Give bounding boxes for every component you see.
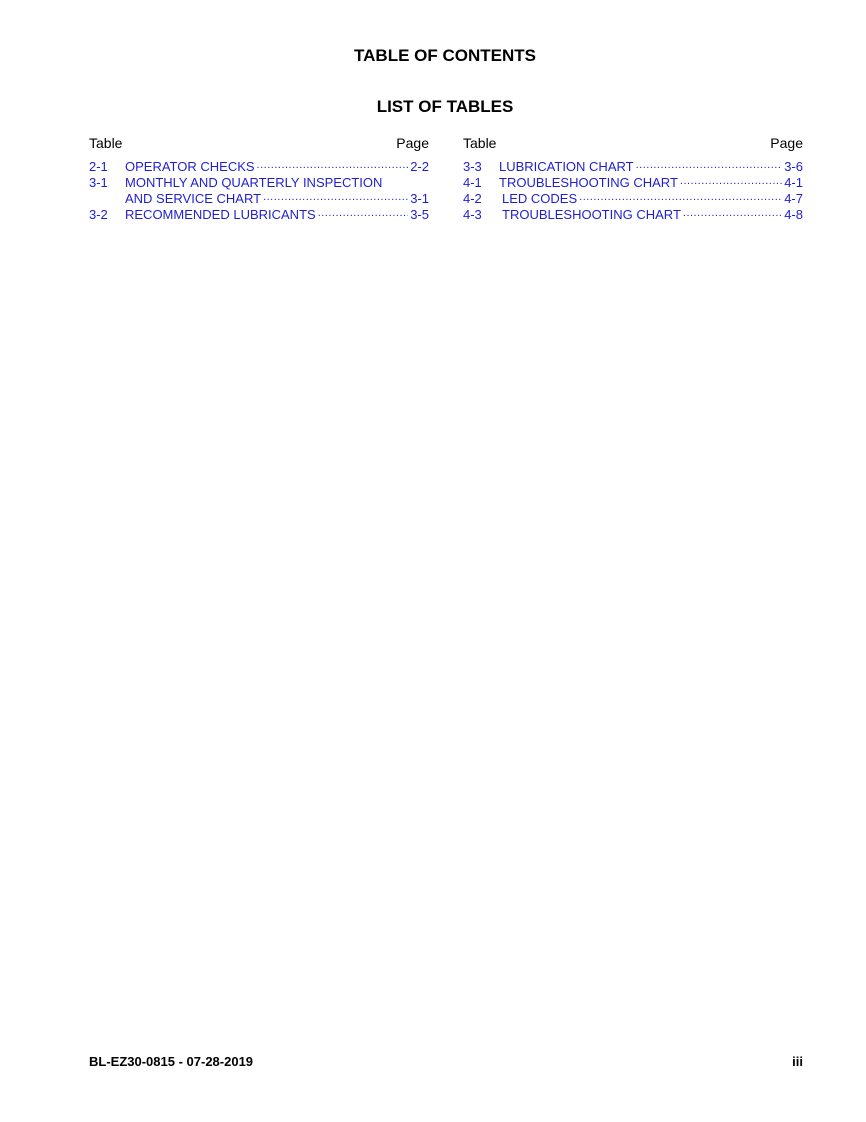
toc-entry-list <box>463 159 803 223</box>
table-number: 3-3 <box>463 159 482 174</box>
table-number: 3-2 <box>89 207 108 222</box>
dot-leader <box>318 207 409 219</box>
dot-leader <box>683 207 782 219</box>
page-ref: 4-8 <box>784 207 803 222</box>
table-title: OPERATOR CHECKS <box>125 159 255 174</box>
toc-title: TABLE OF CONTENTS <box>354 46 536 65</box>
table-column-label: Table <box>89 135 123 151</box>
page-ref: 4-7 <box>784 191 803 206</box>
table-title: RECOMMENDED LUBRICANTS <box>125 207 316 222</box>
toc-entry-3-2[interactable] <box>89 207 429 223</box>
table-number: 4-3 <box>463 207 482 222</box>
toc-entry-4-3[interactable] <box>463 207 803 223</box>
page-column-label: Page <box>396 135 429 151</box>
dot-leader <box>263 191 408 203</box>
toc-entry-2-1[interactable] <box>89 159 429 175</box>
tables-column-left <box>89 135 429 223</box>
table-title: LED CODES <box>502 191 578 206</box>
dot-leader <box>680 175 782 187</box>
table-title-continued: AND SERVICE CHART <box>125 191 262 206</box>
dot-leader <box>636 159 783 171</box>
page-ref: 4-1 <box>784 175 803 190</box>
table-column-label: Table <box>463 135 497 151</box>
tables-column-right <box>463 135 803 223</box>
table-title: TROUBLESHOOTING CHART <box>499 175 678 190</box>
table-title: LUBRICATION CHART <box>499 159 634 174</box>
toc-entry-4-2[interactable] <box>463 191 803 207</box>
footer-document-id: BL-EZ30-0815 - 07-28-2019 <box>89 1054 254 1069</box>
toc-entry-3-1[interactable] <box>89 175 429 207</box>
dot-leader <box>257 159 409 171</box>
toc-entry-list <box>89 159 429 223</box>
list-of-tables-title: LIST OF TABLES <box>376 97 514 116</box>
page-ref: 3-5 <box>410 207 429 222</box>
table-number: 2-1 <box>89 159 108 174</box>
footer-page-number: iii <box>792 1054 803 1069</box>
page-ref: 2-2 <box>410 159 429 174</box>
table-number: 3-1 <box>89 175 108 190</box>
table-number: 4-1 <box>463 175 482 190</box>
dot-leader <box>579 191 782 203</box>
table-number: 4-2 <box>463 191 482 206</box>
page-ref: 3-1 <box>410 191 429 206</box>
toc-entry-4-1[interactable] <box>463 175 803 191</box>
column-header <box>463 135 803 152</box>
column-header <box>89 135 429 152</box>
page-ref: 3-6 <box>784 159 803 174</box>
table-title: MONTHLY AND QUARTERLY INSPECTION <box>125 175 383 190</box>
table-title: TROUBLESHOOTING CHART <box>502 207 681 222</box>
toc-entry-3-3[interactable] <box>463 159 803 175</box>
page-column-label: Page <box>770 135 803 151</box>
